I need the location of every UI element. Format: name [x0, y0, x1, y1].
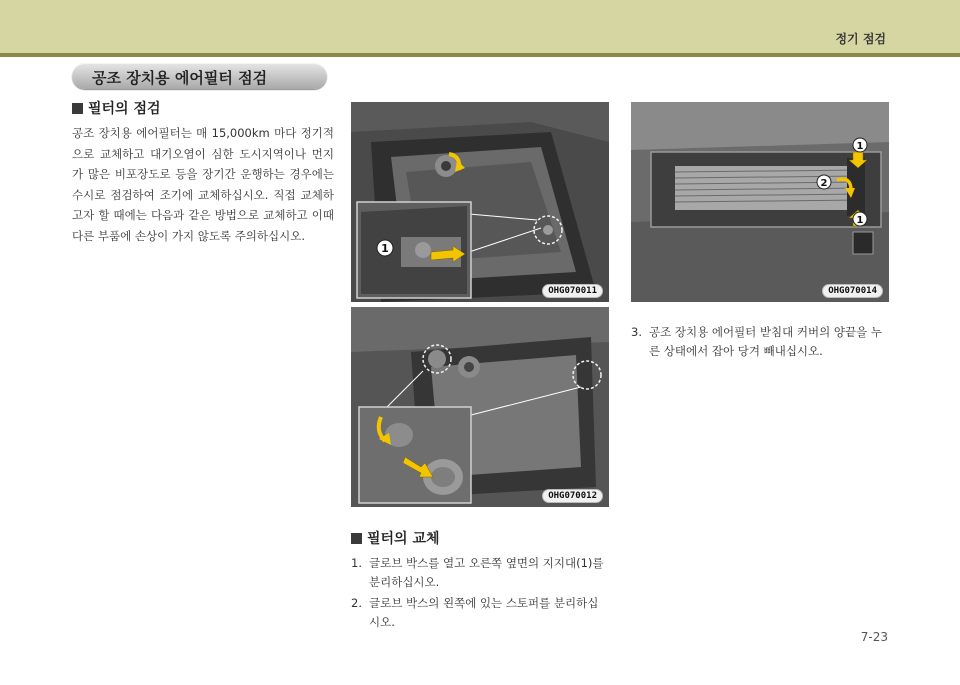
replacement-heading	[351, 528, 440, 548]
step-number: 3.	[631, 325, 642, 339]
section-title: 공조 장치용 에어필터 점검	[92, 69, 268, 87]
stopper-photo-illustration	[351, 307, 609, 507]
figure-filter-cover	[631, 102, 889, 302]
figure1-code: OHG070011	[542, 284, 603, 298]
figure-glovebox-stopper	[351, 307, 609, 507]
chapter-title: 정기 점검	[835, 32, 886, 46]
step-item	[631, 323, 889, 361]
step-number: 2.	[351, 596, 362, 610]
replacement-steps	[351, 554, 609, 634]
figure-glovebox-support	[351, 102, 609, 302]
figure3-code: OHG070014	[822, 284, 883, 298]
inspection-heading-text: 필터의 점검	[88, 101, 161, 117]
inspection-heading	[72, 98, 161, 118]
figure3-callout-1a: 1	[856, 141, 864, 152]
step-item	[351, 594, 609, 632]
figure1-callout-1: 1	[381, 242, 389, 255]
replacement-heading-text: 필터의 교체	[367, 531, 440, 547]
filter-cover-photo-illustration	[631, 102, 889, 302]
section-title-pill	[72, 63, 327, 89]
glovebox-photo-illustration	[351, 102, 609, 302]
header-divider	[0, 53, 960, 57]
step-text: 글로브 박스의 왼쪽에 있는 스토퍼를 분리하십시오.	[369, 596, 599, 629]
inspection-paragraph: 공조 장치용 에어필터는 매 15,000km 마다 정기적으로 교체하고 대기오염이 심한 도시지역이나 먼지가 많은 비포장도로 등을 장기간 운행하는 경우에는 수시로 점검하여 조기에 교체하십시오. 직접 교체하고자 할 때에는 다음과 같은 방법으로 교체하고 이때 다른 부품에 손상이 가지 않도록 주의하십시오.	[72, 126, 334, 243]
header-band	[0, 0, 960, 53]
figure3-callout-1b: 1	[856, 215, 864, 226]
step3-list	[631, 323, 889, 363]
figure2-code: OHG070012	[542, 489, 603, 503]
step-text: 글로브 박스를 열고 오른쪽 옆면의 지지대(1)를 분리하십시오.	[369, 556, 604, 589]
bullet-square-icon	[72, 103, 83, 114]
page-number: 7-23	[860, 630, 888, 644]
figure3-callout-2: 2	[820, 178, 828, 189]
step-text: 공조 장치용 에어필터 받침대 커버의 양끝을 누른 상태에서 잡아 당겨 빼내십시오.	[649, 325, 883, 358]
step-item	[351, 554, 609, 592]
bullet-square-icon	[351, 533, 362, 544]
step-number: 1.	[351, 556, 362, 570]
